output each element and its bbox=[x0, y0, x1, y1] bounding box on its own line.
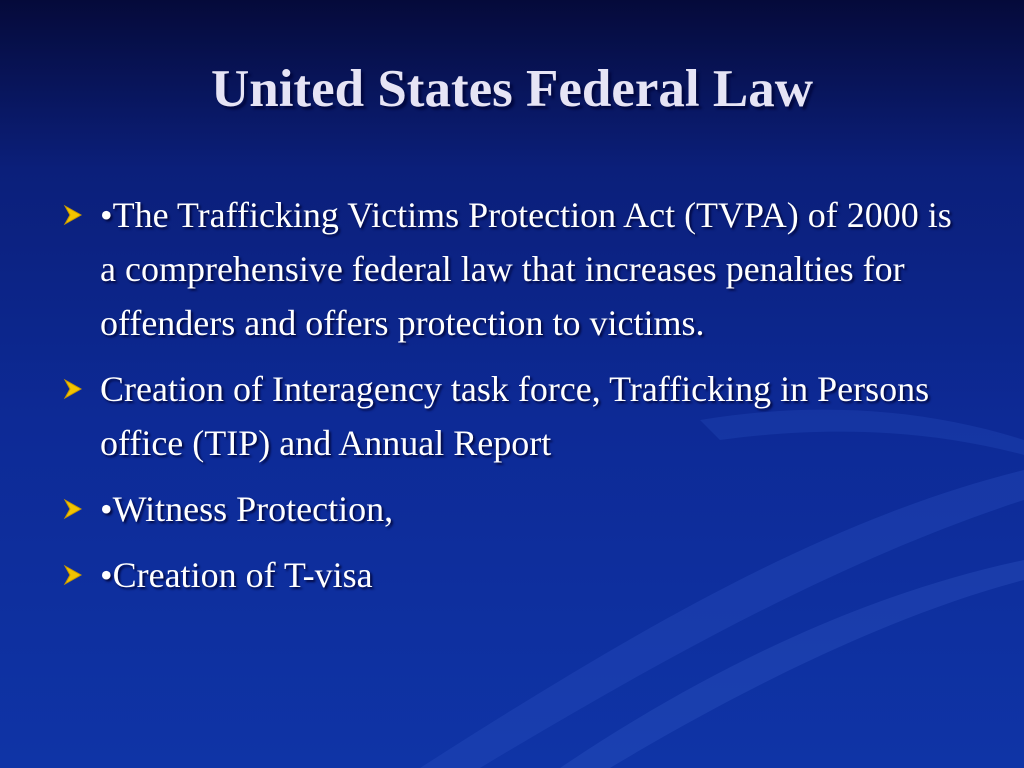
bullet-item bbox=[62, 188, 962, 350]
slide-title: United States Federal Law bbox=[210, 60, 814, 118]
bullet-item bbox=[62, 362, 962, 470]
bullet-text: •The Trafficking Victims Protection Act (TVPA) of 2000 is a comprehensive federal law that increases penalties for offenders and offers protection to victims. bbox=[100, 195, 952, 343]
bullet-text: •Creation of T-visa bbox=[100, 555, 373, 595]
arrowhead-icon bbox=[62, 377, 84, 401]
arrowhead-icon bbox=[62, 497, 84, 521]
bullet-text: Creation of Interagency task force, Trafficking in Persons office (TIP) and Annual Report bbox=[100, 369, 930, 463]
bullet-item bbox=[62, 482, 962, 536]
bullet-item bbox=[62, 548, 962, 602]
arrowhead-icon bbox=[62, 203, 84, 227]
bullet-text: •Witness Protection, bbox=[100, 489, 394, 529]
bullet-list bbox=[62, 188, 962, 614]
arrowhead-icon bbox=[62, 563, 84, 587]
